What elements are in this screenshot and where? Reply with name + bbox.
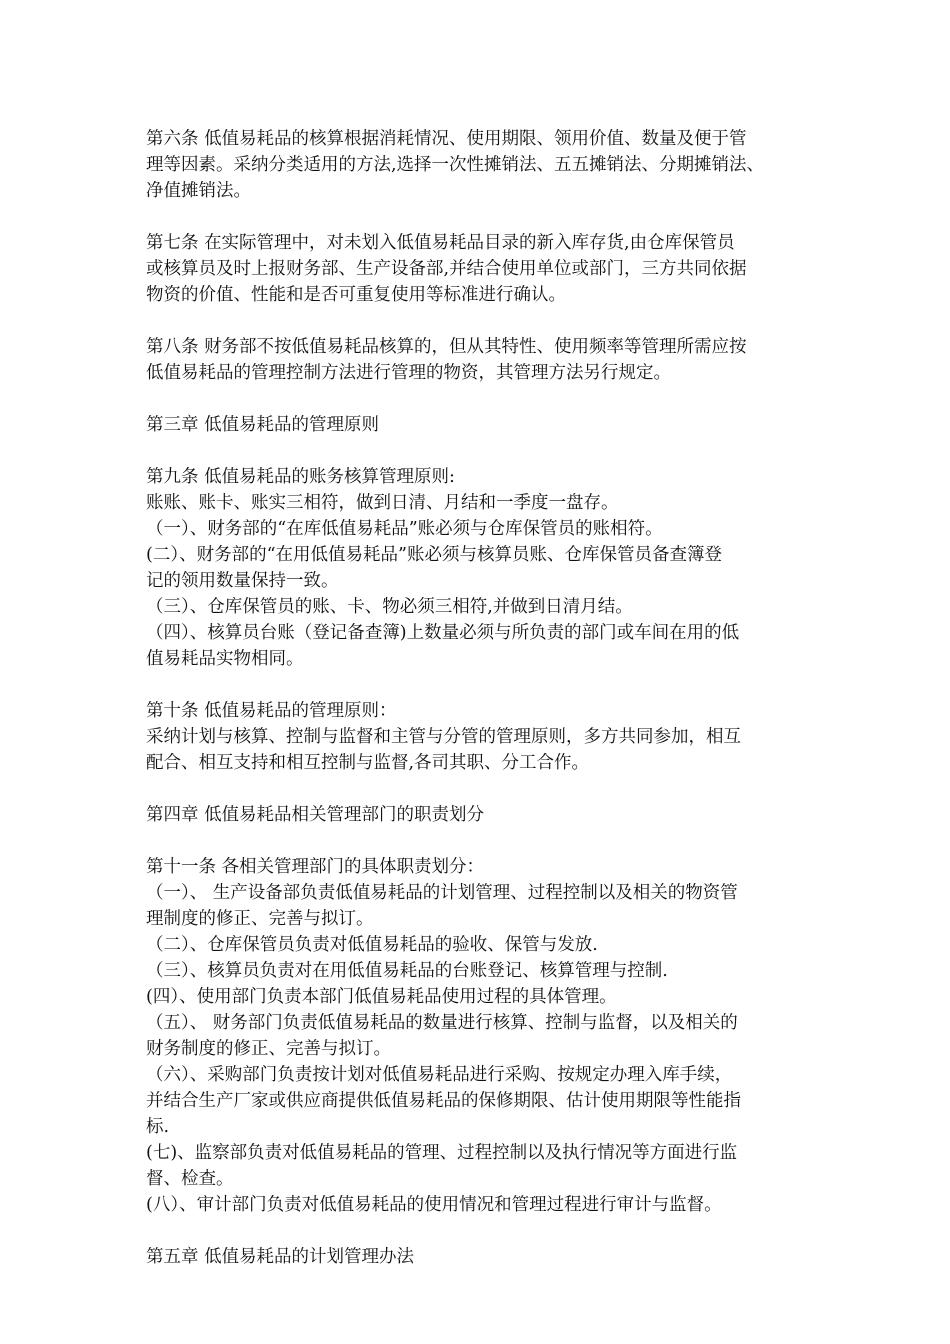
text-line: 标.: [146, 1117, 170, 1137]
text-line: （一）、 生产设备部负责低值易耗品的计划管理、过程控制以及相关的物资管: [146, 883, 738, 903]
text-line: 理制度的修正、完善与拟订。: [146, 909, 374, 929]
text-line: 财务制度的修正、完善与拟订。: [146, 1039, 391, 1059]
text-line: 第七条 在实际管理中，对未划入低值易耗品目录的新入库存货,由仓库保管员: [146, 233, 735, 253]
text-line: 低值易耗品的管理控制方法进行管理的物资，其管理方法另行规定。: [146, 363, 671, 383]
paragraph-block: [146, 412, 810, 438]
paragraph-block: [146, 464, 810, 672]
text-line: （三）、核算员负责对在用低值易耗品的台账登记、核算管理与控制.: [146, 961, 668, 981]
paragraph-block: [146, 1244, 810, 1270]
paragraph-block: [146, 230, 810, 308]
text-line: （五）、 财务部门负责低值易耗品的数量进行核算、控制与监督，以及相关的: [146, 1013, 738, 1033]
paragraph-block: [146, 334, 810, 386]
text-line: 并结合生产厂家或供应商提供低值易耗品的保修期限、估计使用期限等性能指: [146, 1091, 741, 1111]
text-line: 记的领用数量保持一致。: [146, 571, 339, 591]
text-line: 值易耗品实物相同。: [146, 649, 304, 669]
text-line: （二）、仓库保管员负责对低值易耗品的验收、保管与发放.: [146, 935, 598, 955]
paragraph-block: [146, 854, 810, 1218]
text-line: （一）、财务部的“在库低值易耗品”账必须与仓库保管员的账相符。: [146, 519, 663, 539]
text-line: 净值摊销法。: [146, 181, 251, 201]
paragraph-block: [146, 126, 810, 204]
text-line: 第五章 低值易耗品的计划管理办法: [146, 1247, 415, 1267]
text-line: （六）、采购部门负责按计划对低值易耗品进行采购、按规定办理入库手续，: [146, 1065, 733, 1085]
text-line: 物资的价值、性能和是否可重复使用等标准进行确认。: [146, 285, 566, 305]
text-line: (七)、监察部负责对低值易耗品的管理、过程控制以及执行情况等方面进行监: [146, 1143, 738, 1163]
text-line: (四）、使用部门负责本部门低值易耗品使用过程的具体管理。: [146, 987, 617, 1007]
text-line: （四）、核算员台账（登记备查簿)上数量必须与所负责的部门或车间在用的低: [146, 623, 740, 643]
text-line: 第四章 低值易耗品相关管理部门的职责划分: [146, 805, 485, 825]
text-line: 第六条 低值易耗品的核算根据消耗情况、使用期限、领用价值、数量及便于管: [146, 129, 747, 149]
text-line: 第十一条 各相关管理部门的具体职责划分：: [146, 857, 485, 877]
text-line: 采纳计划与核算、控制与监督和主管与分管的管理原则，多方共同参加，相互: [146, 727, 741, 747]
text-line: 督、检查。: [146, 1169, 234, 1189]
text-line: 账账、账卡、账实三相符，做到日清、月结和一季度一盘存。: [146, 493, 619, 513]
text-line: 第三章 低值易耗品的管理原则: [146, 415, 380, 435]
paragraph-block: [146, 802, 810, 828]
text-line: 或核算员及时上报财务部、生产设备部,并结合使用单位或部门，三方共同依据: [146, 259, 747, 279]
document-body: [146, 126, 810, 1296]
text-line: 配合、相互支持和相互控制与监督,各司其职、分工合作。: [146, 753, 590, 773]
text-line: (二）、财务部的“在用低值易耗品”账必须与核算员账、仓库保管员备查簿登: [146, 545, 722, 565]
text-line: 第十条 低值易耗品的管理原则：: [146, 701, 397, 721]
text-line: 理等因素。采纳分类适用的方法,选择一次性摊销法、五五摊销法、分期摊销法、: [146, 155, 765, 175]
text-line: 第八条 财务部不按低值易耗品核算的，但从其特性、使用频率等管理所需应按: [146, 337, 747, 357]
text-line: （三）、仓库保管员的账、卡、物必须三相符,并做到日清月结。: [146, 597, 633, 617]
text-line: (八）、审计部门负责对低值易耗品的使用情况和管理过程进行审计与监督。: [146, 1195, 722, 1215]
paragraph-block: [146, 698, 810, 776]
text-line: 第九条 低值易耗品的账务核算管理原则:: [146, 467, 455, 487]
